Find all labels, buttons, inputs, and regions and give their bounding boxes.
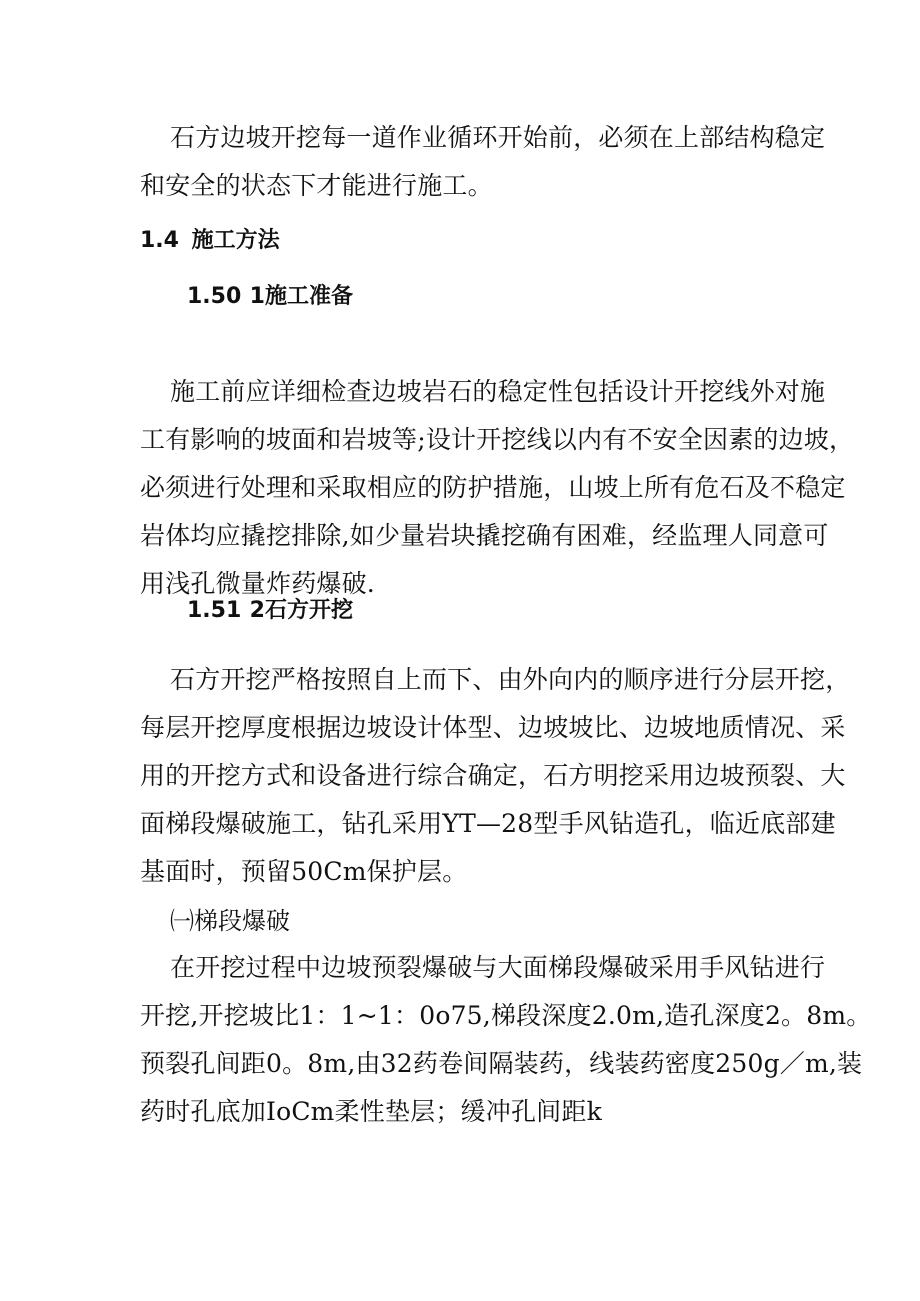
paragraph-line: 每层开挖厚度根据边坡设计体型、边坡坡比、边坡地质情况、采: [140, 713, 846, 742]
paragraph-line: 石方开挖严格按照自上而下、由外向内的顺序进行分层开挖，: [170, 665, 851, 694]
paragraph-line: 岩体均应撬挖排除,如少量岩块撬挖确有困难，经监理人同意可: [140, 521, 829, 550]
paragraph-line: 预裂孔间距0。8m,由32药卷间隔装药，线装药密度250g／m,装: [140, 1049, 863, 1078]
paragraph-line: 和安全的状态下才能进行施工。: [140, 171, 493, 200]
paragraph-line: 石方边坡开挖每一道作业循环开始前，必须在上部结构稳定: [170, 123, 826, 152]
paragraph-line: 药时孔底加IoCm柔性垫层；缓冲孔间距k: [140, 1097, 602, 1126]
section-title: 施工方法: [191, 228, 280, 253]
paragraph-line: 基面时，预留50Cm保护层。: [140, 857, 468, 886]
paragraph-rock-excavation: [140, 656, 851, 896]
paragraph-line: 工有影响的坡面和岩坡等;设计开挖线以内有不安全因素的边坡，: [140, 425, 855, 454]
section-heading-1-4: [140, 225, 280, 257]
paragraph-line: 面梯段爆破施工，钻孔采用YT—28型手风钻造孔，临近底部建: [140, 809, 836, 838]
section-heading-1-51: [187, 595, 353, 627]
section-number: 1.50: [187, 284, 242, 309]
section-title: 1施工准备: [249, 284, 353, 309]
section-heading-1-50: [187, 281, 353, 313]
paragraph-line: 用的开挖方式和设备进行综合确定，石方明挖采用边坡预裂、大: [140, 761, 846, 790]
section-title: 2石方开挖: [249, 598, 353, 623]
section-number: 1.4: [140, 228, 179, 253]
paragraph-line: 必须进行处理和采取相应的防护措施，山坡上所有危石及不稳定: [140, 473, 846, 502]
paragraph-line: 施工前应详细检查边坡岩石的稳定性包括设计开挖线外对施: [170, 377, 826, 406]
paragraph-line: 用浅孔微量炸药爆破.: [140, 569, 375, 598]
paragraph-construction-preparation: [140, 368, 855, 608]
section-number: 1.51: [187, 598, 242, 623]
subitem-bench-blasting: ㈠梯段爆破: [170, 907, 290, 935]
paragraph-line: 在开挖过程中边坡预裂爆破与大面梯段爆破采用手风钻进行: [170, 953, 826, 982]
paragraph-excavation-cycle: [140, 114, 826, 210]
paragraph-line: 开挖,开挖坡比1：1~1：0o75,梯段深度2.0m,造孔深度2。8m。: [140, 1001, 872, 1030]
paragraph-blasting-details: [140, 944, 872, 1136]
